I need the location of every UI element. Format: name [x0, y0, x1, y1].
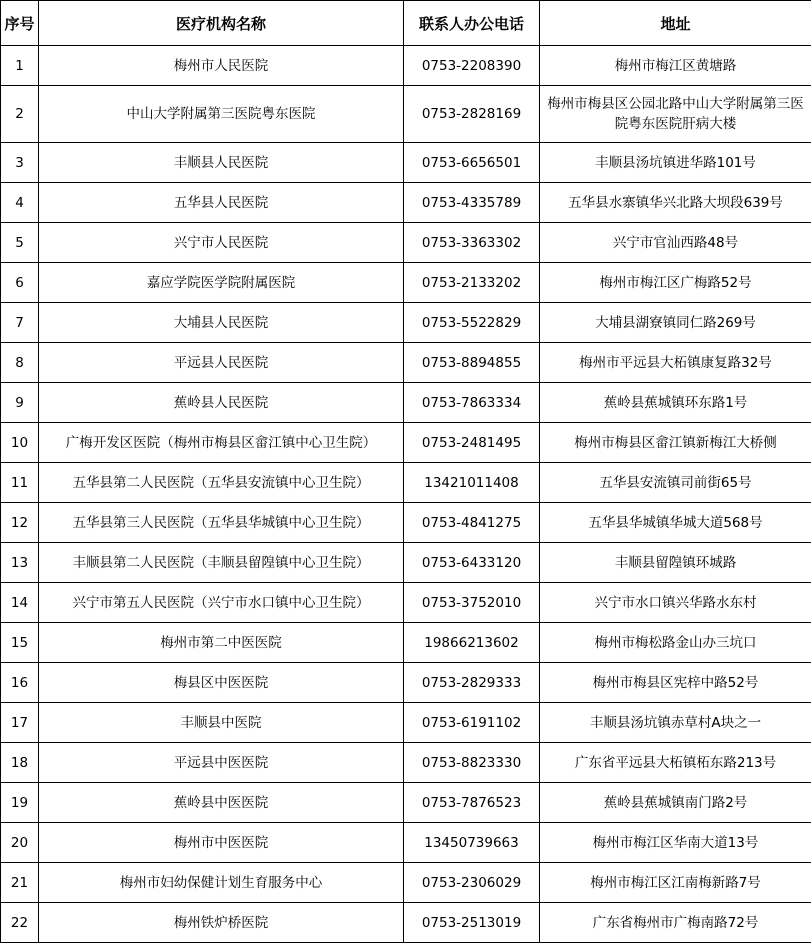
row-phone: 19866213602	[404, 623, 540, 663]
header-row	[1, 1, 811, 46]
row-phone: 0753-8894855	[404, 343, 540, 383]
row-name: 梅县区中医医院	[39, 663, 404, 703]
row-address: 梅州市梅县区宪梓中路52号	[540, 663, 811, 703]
row-address: 梅州市梅江区江南梅新路7号	[540, 863, 811, 903]
row-name: 丰顺县人民医院	[39, 143, 404, 183]
row-index: 13	[1, 543, 39, 583]
row-phone: 0753-3363302	[404, 223, 540, 263]
row-phone: 0753-2306029	[404, 863, 540, 903]
row-phone: 0753-4841275	[404, 503, 540, 543]
row-name: 蕉岭县人民医院	[39, 383, 404, 423]
row-address: 梅州市梅江区广梅路52号	[540, 263, 811, 303]
row-address: 梅州市梅松路金山办三坑口	[540, 623, 811, 663]
row-index: 7	[1, 303, 39, 343]
row-index: 10	[1, 423, 39, 463]
table-row	[1, 463, 811, 503]
table-body	[1, 46, 811, 943]
row-name: 丰顺县第二人民医院（丰顺县留隍镇中心卫生院）	[39, 543, 404, 583]
table-row	[1, 86, 811, 143]
row-address: 丰顺县留隍镇环城路	[540, 543, 811, 583]
row-phone: 0753-5522829	[404, 303, 540, 343]
row-name: 丰顺县中医院	[39, 703, 404, 743]
row-phone: 0753-2513019	[404, 903, 540, 943]
row-index: 15	[1, 623, 39, 663]
row-name: 梅州市人民医院	[39, 46, 404, 86]
table-row	[1, 783, 811, 823]
table-header	[1, 1, 811, 46]
row-address: 丰顺县汤坑镇赤草村A块之一	[540, 703, 811, 743]
table-row	[1, 663, 811, 703]
row-phone: 0753-6656501	[404, 143, 540, 183]
row-address: 梅州市梅江区黄塘路	[540, 46, 811, 86]
row-index: 2	[1, 86, 39, 143]
header-phone: 联系人办公电话	[404, 1, 540, 46]
table-row	[1, 263, 811, 303]
row-phone: 0753-6433120	[404, 543, 540, 583]
row-index: 12	[1, 503, 39, 543]
row-phone: 0753-2829333	[404, 663, 540, 703]
row-index: 22	[1, 903, 39, 943]
row-name: 梅州铁炉桥医院	[39, 903, 404, 943]
row-name: 五华县第三人民医院（五华县华城镇中心卫生院）	[39, 503, 404, 543]
table-row	[1, 903, 811, 943]
row-index: 21	[1, 863, 39, 903]
row-address: 蕉岭县蕉城镇南门路2号	[540, 783, 811, 823]
table-row	[1, 543, 811, 583]
row-index: 17	[1, 703, 39, 743]
row-index: 3	[1, 143, 39, 183]
row-address: 蕉岭县蕉城镇环东路1号	[540, 383, 811, 423]
row-phone: 0753-7876523	[404, 783, 540, 823]
table-row	[1, 223, 811, 263]
header-index: 序号	[1, 1, 39, 46]
row-address: 广东省平远县大柘镇柘东路213号	[540, 743, 811, 783]
table-row	[1, 183, 811, 223]
table-row	[1, 343, 811, 383]
row-address: 丰顺县汤坑镇进华路101号	[540, 143, 811, 183]
row-address: 梅州市梅县区公园北路中山大学附属第三医院粤东医院肝病大楼	[540, 86, 811, 143]
row-index: 1	[1, 46, 39, 86]
row-index: 14	[1, 583, 39, 623]
row-address: 梅州市梅县区畲江镇新梅江大桥侧	[540, 423, 811, 463]
row-name: 大埔县人民医院	[39, 303, 404, 343]
row-address: 梅州市梅江区华南大道13号	[540, 823, 811, 863]
row-phone: 0753-2481495	[404, 423, 540, 463]
row-address: 五华县水寨镇华兴北路大坝段639号	[540, 183, 811, 223]
table-row	[1, 583, 811, 623]
header-address: 地址	[540, 1, 811, 46]
row-index: 18	[1, 743, 39, 783]
table-row	[1, 703, 811, 743]
row-phone: 0753-6191102	[404, 703, 540, 743]
row-address: 五华县安流镇司前街65号	[540, 463, 811, 503]
table-row	[1, 863, 811, 903]
row-index: 5	[1, 223, 39, 263]
row-address: 五华县华城镇华城大道568号	[540, 503, 811, 543]
row-name: 兴宁市人民医院	[39, 223, 404, 263]
row-name: 兴宁市第五人民医院（兴宁市水口镇中心卫生院）	[39, 583, 404, 623]
row-phone: 0753-2208390	[404, 46, 540, 86]
table-row	[1, 423, 811, 463]
row-name: 嘉应学院医学院附属医院	[39, 263, 404, 303]
row-name: 平远县人民医院	[39, 343, 404, 383]
row-index: 8	[1, 343, 39, 383]
row-index: 11	[1, 463, 39, 503]
table-row	[1, 623, 811, 663]
row-name: 平远县中医医院	[39, 743, 404, 783]
row-address: 兴宁市水口镇兴华路水东村	[540, 583, 811, 623]
row-phone: 0753-2133202	[404, 263, 540, 303]
row-address: 广东省梅州市广梅南路72号	[540, 903, 811, 943]
row-phone: 0753-3752010	[404, 583, 540, 623]
table-row	[1, 143, 811, 183]
row-index: 20	[1, 823, 39, 863]
row-phone: 0753-4335789	[404, 183, 540, 223]
table-row	[1, 823, 811, 863]
table-row	[1, 46, 811, 86]
table-row	[1, 303, 811, 343]
row-name: 梅州市妇幼保健计划生育服务中心	[39, 863, 404, 903]
row-index: 4	[1, 183, 39, 223]
row-index: 9	[1, 383, 39, 423]
table-row	[1, 743, 811, 783]
row-address: 兴宁市官汕西路48号	[540, 223, 811, 263]
row-phone: 0753-7863334	[404, 383, 540, 423]
table-row	[1, 503, 811, 543]
row-name: 梅州市第二中医医院	[39, 623, 404, 663]
row-phone: 0753-8823330	[404, 743, 540, 783]
table-row	[1, 383, 811, 423]
row-name: 中山大学附属第三医院粤东医院	[39, 86, 404, 143]
row-name: 五华县人民医院	[39, 183, 404, 223]
row-name: 蕉岭县中医医院	[39, 783, 404, 823]
row-address: 梅州市平远县大柘镇康复路32号	[540, 343, 811, 383]
header-name: 医疗机构名称	[39, 1, 404, 46]
row-index: 16	[1, 663, 39, 703]
row-phone: 0753-2828169	[404, 86, 540, 143]
row-phone: 13421011408	[404, 463, 540, 503]
row-name: 五华县第二人民医院（五华县安流镇中心卫生院）	[39, 463, 404, 503]
row-index: 6	[1, 263, 39, 303]
row-address: 大埔县湖寮镇同仁路269号	[540, 303, 811, 343]
row-index: 19	[1, 783, 39, 823]
row-name: 梅州市中医医院	[39, 823, 404, 863]
row-phone: 13450739663	[404, 823, 540, 863]
row-name: 广梅开发区医院（梅州市梅县区畲江镇中心卫生院）	[39, 423, 404, 463]
